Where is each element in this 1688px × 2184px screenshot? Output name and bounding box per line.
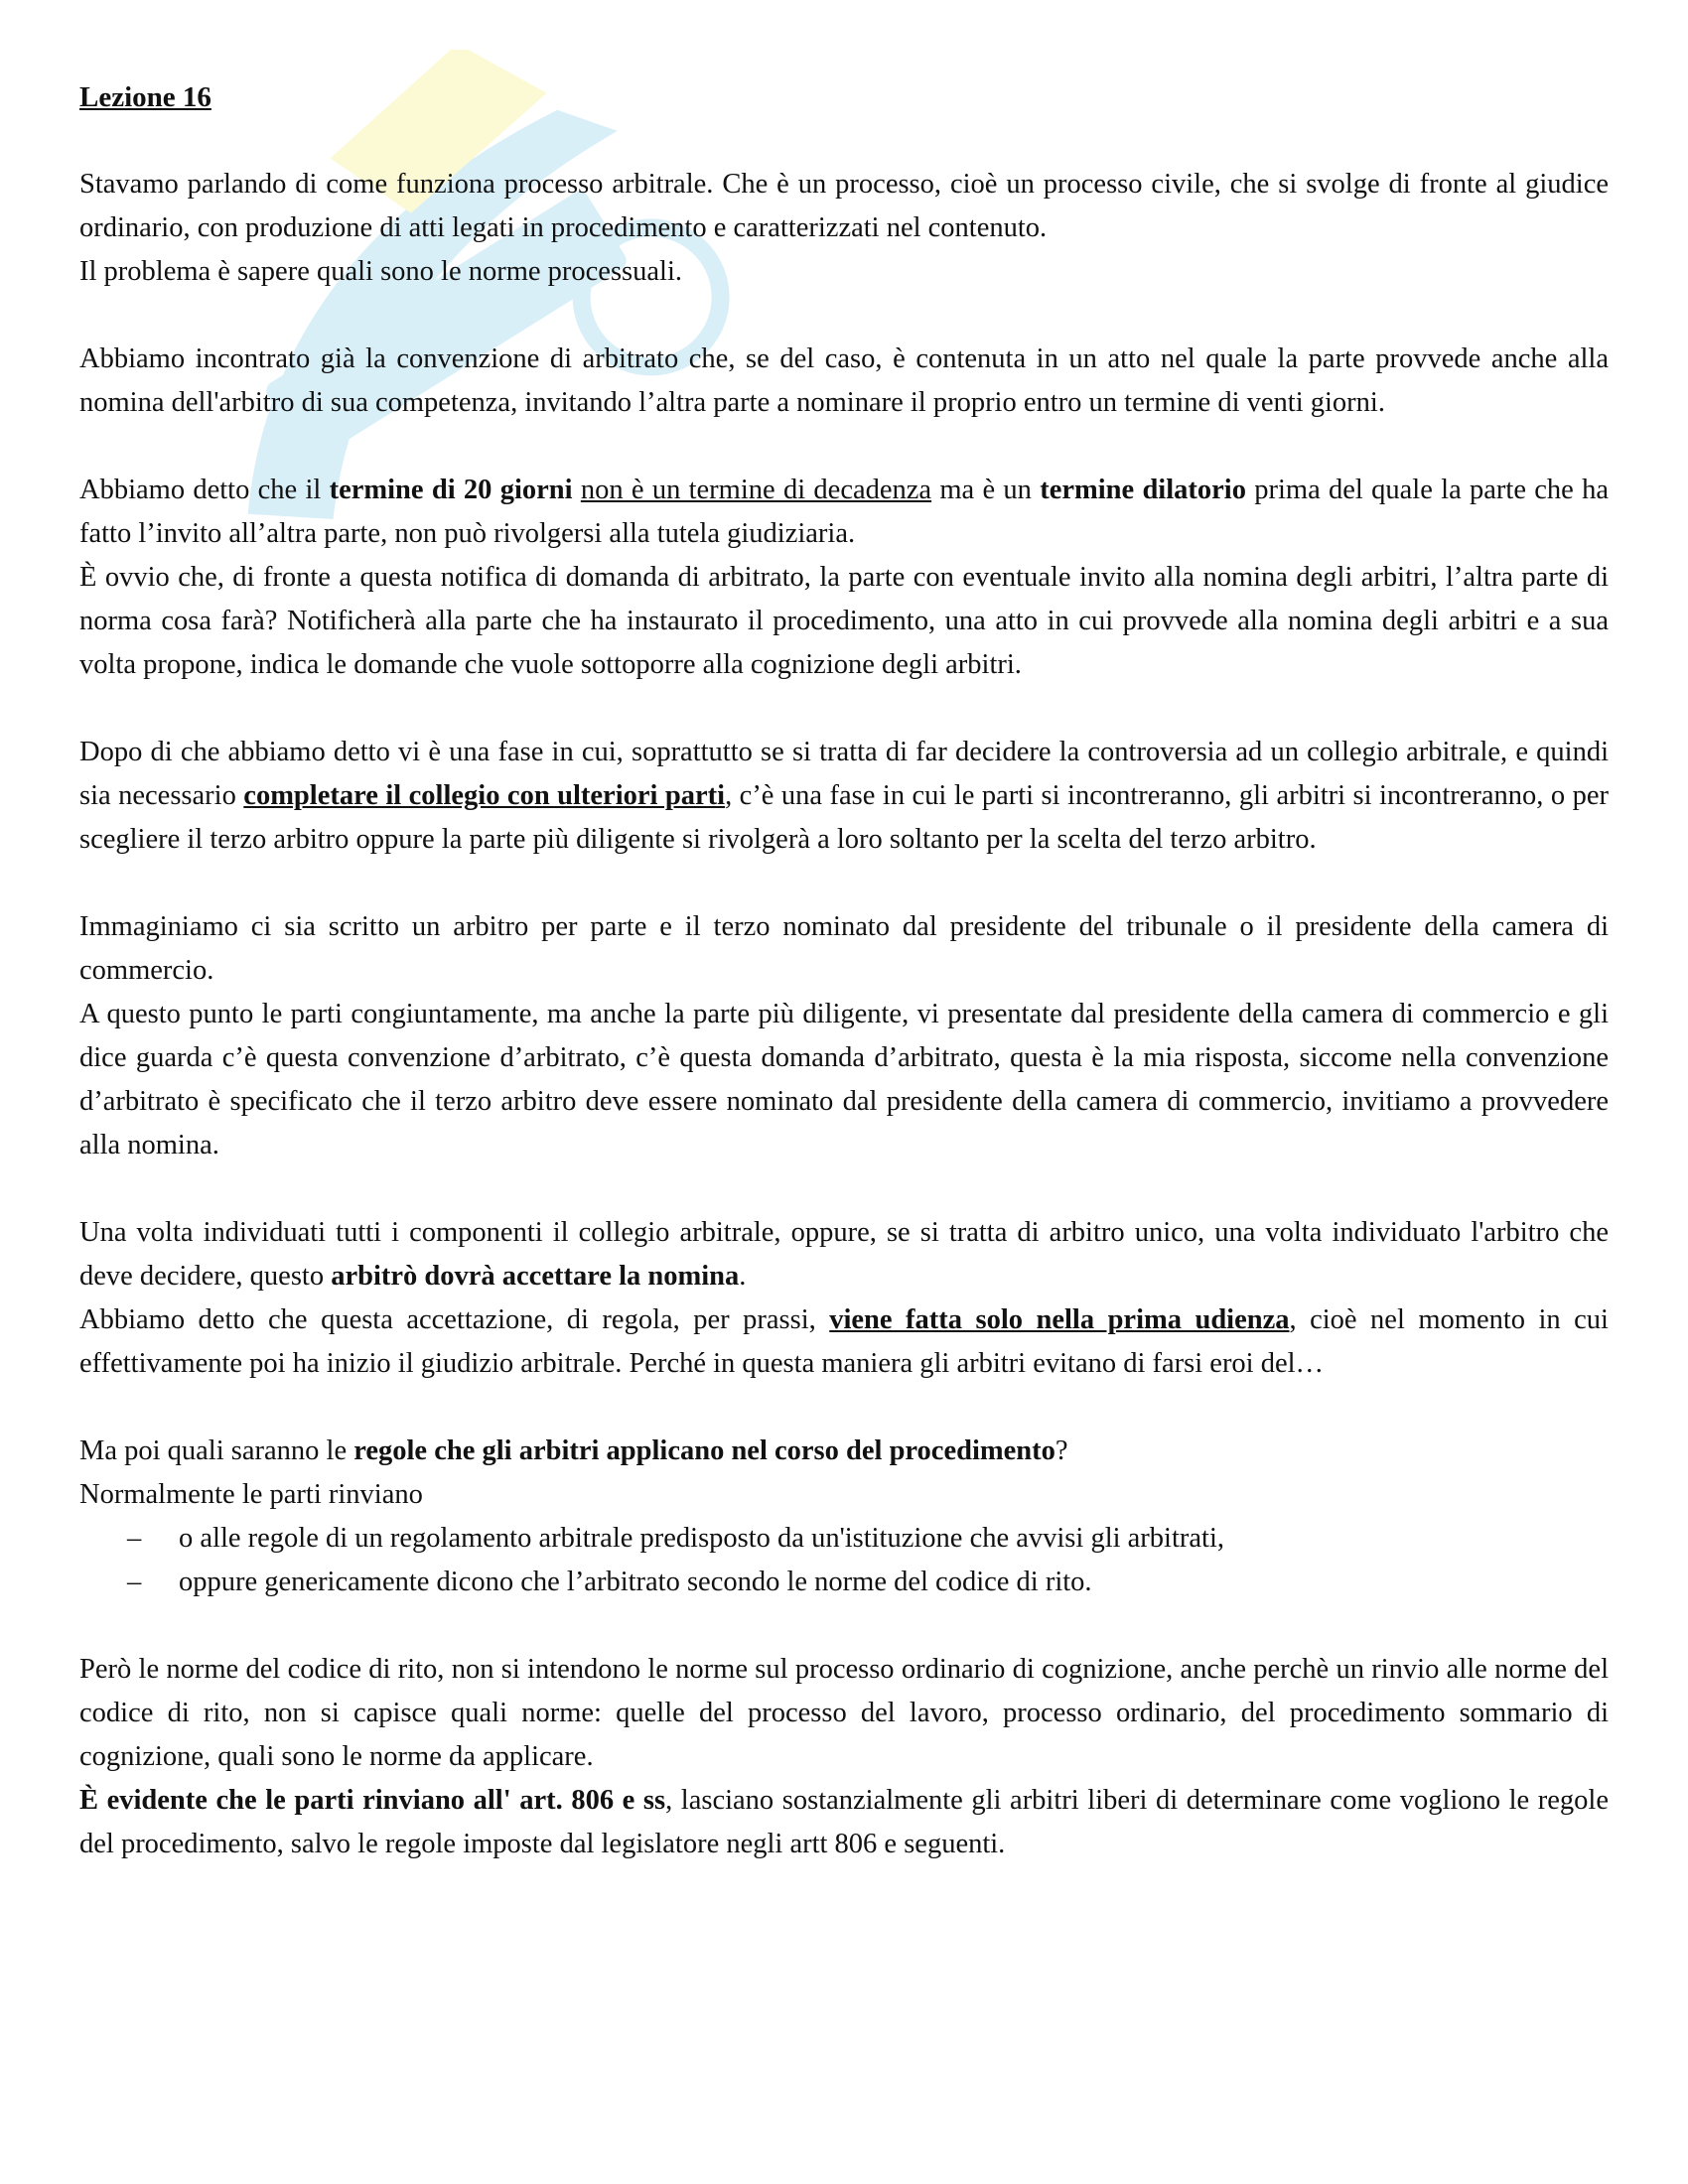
text-run: A questo punto le parti congiuntamente, ma anche la parte più diligente, vi presentate dal presidente della camera di commercio e gli dice guarda c’è questa convenzione d’arbitrato, c’è questa domanda d’arbitrato, questa è la mia risposta, siccome nella convenzione d’arbitrato è specificato che il terzo arbitro deve essere nominato dal presidente della camera di commercio, invitiamo a provvedere alla nomina.	[79, 999, 1609, 1160]
document-body	[79, 75, 1609, 1910]
bold-phrase: termine dilatorio	[1040, 475, 1246, 505]
text-run	[573, 475, 581, 505]
list-item-text: oppure genericamente dicono che l’arbitrato secondo le norme del codice di rito.	[179, 1567, 1092, 1597]
text-run: prima del quale la parte che ha fatto l’invito all’altra parte, non può rivolgersi alla tutela giudiziaria.	[79, 475, 1609, 549]
bold-phrase: È evidente che le parti rinviano all' art. 806 e ss	[79, 1785, 666, 1816]
paragraph-8	[79, 1648, 1609, 1866]
text-run: Una volta individuati tutti i componenti il collegio arbitrale, oppure, se si tratta di arbitro unico, una volta individuato l'arbitro che deve decidere, questo	[79, 1217, 1609, 1292]
text-run: ma è un	[931, 475, 1041, 505]
page-title: Lezione 16	[79, 81, 211, 113]
paragraph-2: Abbiamo incontrato già la convenzione di arbitrato che, se del caso, è contenuta in un atto nel quale la parte provvede anche alla nomina dell'arbitro di sua competenza, invitando l’altra parte a nominare il proprio entro un termine di venti giorni.	[79, 343, 1609, 418]
paragraph-7	[79, 1430, 1609, 1517]
text-run: Abbiamo detto che il	[79, 475, 330, 505]
dash-list	[79, 1517, 1609, 1604]
paragraph-1-line-2: Il problema è sapere quali sono le norme processuali.	[79, 256, 683, 287]
paragraph-1	[79, 163, 1609, 294]
paragraph-6	[79, 1211, 1609, 1386]
paragraph-5	[79, 905, 1609, 1167]
text-run: , c’è una fase in cui le parti si incontreranno, gli arbitri si incontreranno, o per scegliere il terzo arbitro oppure la parte più diligente si rivolgerà a loro soltanto per la scelta del terzo arbitro.	[79, 780, 1609, 855]
text-run: È ovvio che, di fronte a questa notifica di domanda di arbitrato, la parte con eventuale invito alla nomina degli arbitri, l’altra parte di norma cosa farà? Notificherà alla parte che ha instaurato il procedimento, una atto in cui provvede alla nomina degli arbitri e a sua volta propone, indica le domande che vuole sottoporre alla cognizione degli arbitri.	[79, 562, 1609, 680]
list-item	[79, 1561, 1609, 1604]
bold-phrase: regole che gli arbitri applicano nel corso del procedimento	[353, 1435, 1055, 1466]
bold-underlined-phrase: viene fatta solo nella prima udienza	[829, 1304, 1290, 1335]
text-run: Ma poi quali saranno le	[79, 1435, 354, 1466]
text-run: .	[739, 1261, 747, 1292]
text-run: , lasciano sostanzialmente gli arbitri liberi di determinare come vogliono le regole del procedimento, salvo le regole imposte dal legislatore negli artt 806 e seguenti.	[79, 1785, 1610, 1859]
paragraph-4	[79, 731, 1609, 862]
text-run: ?	[1055, 1435, 1068, 1466]
text-run: Abbiamo detto che questa accettazione, di regola, per prassi,	[79, 1304, 830, 1335]
dash-bullet: –	[127, 1523, 142, 1554]
bold-phrase: arbitrò dovrà accettare la nomina	[331, 1261, 740, 1292]
text-run: Immaginiamo ci sia scritto un arbitro per parte e il terzo nominato dal presidente del tribunale o il presidente della camera di commercio.	[79, 911, 1609, 986]
underlined-phrase: non è un termine di decadenza	[580, 475, 932, 505]
text-run: Normalmente le parti rinviano	[79, 1479, 423, 1510]
list-item	[79, 1517, 1609, 1561]
list-item-text: o alle regole di un regolamento arbitrale predisposto da un'istituzione che avvisi gli arbitrati,	[179, 1523, 1224, 1554]
text-run: , cioè nel momento in cui effettivamente poi ha inizio il giudizio arbitrale. Perché in questa maniera gli arbitri evitano di farsi eroi del…	[79, 1304, 1609, 1379]
dash-bullet: –	[127, 1567, 142, 1597]
bold-underlined-phrase: completare il collegio con ulteriori parti	[243, 780, 726, 811]
paragraph-3	[79, 469, 1609, 687]
paragraph-1-line-1: Stavamo parlando di come funziona processo arbitrale. Che è un processo, cioè un processo civile, che si svolge di fronte al giudice ordinario, con produzione di atti legati in procedimento e caratterizzati nel contenuto.	[79, 169, 1609, 243]
text-run: Però le norme del codice di rito, non si intendono le norme sul processo ordinario di cognizione, anche perchè un rinvio alle norme del codice di rito, non si capisce quali norme: quelle del processo del lavoro, processo ordinario, del procedimento sommario di cognizione, quali sono le norme da applicare.	[79, 1654, 1609, 1772]
bold-phrase: termine di 20 giorni	[329, 475, 573, 505]
text-run: Dopo di che abbiamo detto vi è una fase in cui, soprattutto se si tratta di far decidere la controversia ad un collegio arbitrale, e quindi sia necessario	[79, 737, 1609, 811]
